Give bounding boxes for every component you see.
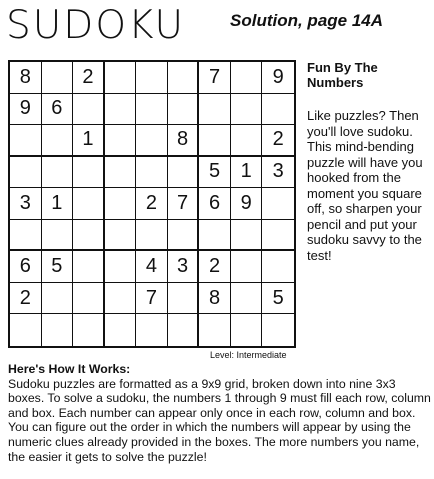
sudoku-cell[interactable]: 8	[10, 62, 42, 94]
sudoku-cell[interactable]: 3	[262, 157, 294, 189]
sudoku-cell[interactable]	[136, 157, 168, 189]
sudoku-cell[interactable]	[199, 125, 231, 157]
sudoku-cell[interactable]	[42, 283, 74, 315]
sidebar	[307, 60, 431, 263]
sudoku-cell[interactable]: 2	[136, 188, 168, 220]
sudoku-cell[interactable]	[42, 62, 74, 94]
sudoku-cell[interactable]	[262, 188, 294, 220]
sudoku-cell[interactable]	[136, 62, 168, 94]
sudoku-cell[interactable]	[168, 157, 200, 189]
sudoku-cell[interactable]: 2	[199, 251, 231, 283]
sudoku-cell[interactable]	[73, 188, 105, 220]
sudoku-cell[interactable]	[262, 251, 294, 283]
sudoku-cell[interactable]	[73, 251, 105, 283]
sudoku-cell[interactable]	[105, 251, 137, 283]
sudoku-cell[interactable]: 5	[262, 283, 294, 315]
sudoku-cell[interactable]: 7	[199, 62, 231, 94]
sudoku-cell[interactable]	[10, 157, 42, 189]
sudoku-cell[interactable]	[136, 220, 168, 252]
instructions-body: Sudoku puzzles are formatted as a 9x9 grid, broken down into nine 3x3 boxes. To solve a sudoku, the numbers 1 through 9 must fill each row, column and box. Each number can appear only once in each row, column and box. You can figure out the order in which the numbers will appear by using the numeric clues already provided in the boxes. The more numbers you name, the easier it gets to solve the puzzle!	[8, 376, 431, 464]
sudoku-cell[interactable]: 1	[231, 157, 263, 189]
sidebar-heading: Fun By The Numbers	[307, 60, 378, 90]
sudoku-cell[interactable]	[199, 94, 231, 126]
sudoku-cell[interactable]: 2	[73, 62, 105, 94]
sudoku-cell[interactable]: 8	[199, 283, 231, 315]
sudoku-cell[interactable]	[105, 283, 137, 315]
sudoku-cell[interactable]: 3	[168, 251, 200, 283]
instructions	[8, 362, 432, 464]
sudoku-cell[interactable]: 7	[168, 188, 200, 220]
sudoku-cell[interactable]	[199, 220, 231, 252]
sudoku-cell[interactable]	[231, 94, 263, 126]
sudoku-cell[interactable]	[105, 125, 137, 157]
sudoku-cell[interactable]	[136, 125, 168, 157]
sudoku-cell[interactable]: 1	[73, 125, 105, 157]
sudoku-cell[interactable]	[136, 314, 168, 346]
instructions-heading: Here's How It Works:	[8, 362, 131, 376]
sudoku-cell[interactable]: 3	[10, 188, 42, 220]
sudoku-cell[interactable]: 1	[42, 188, 74, 220]
sudoku-cell[interactable]	[168, 283, 200, 315]
sudoku-cell[interactable]	[10, 220, 42, 252]
sudoku-cell[interactable]: 6	[10, 251, 42, 283]
sudoku-cell[interactable]: 8	[168, 125, 200, 157]
sudoku-cell[interactable]	[10, 125, 42, 157]
sudoku-cell[interactable]	[168, 220, 200, 252]
sudoku-cell[interactable]	[262, 220, 294, 252]
sudoku-cell[interactable]	[105, 220, 137, 252]
sudoku-cell[interactable]	[262, 314, 294, 346]
sudoku-cell[interactable]	[73, 283, 105, 315]
sudoku-cell[interactable]	[73, 94, 105, 126]
sudoku-cell[interactable]	[10, 314, 42, 346]
sudoku-cell[interactable]	[262, 94, 294, 126]
solution-note: Solution, page 14A	[230, 11, 384, 30]
sudoku-cell[interactable]	[42, 314, 74, 346]
sudoku-cell[interactable]	[168, 94, 200, 126]
sudoku-cell[interactable]: 5	[42, 251, 74, 283]
sudoku-cell[interactable]	[168, 62, 200, 94]
sudoku-cell[interactable]: 2	[10, 283, 42, 315]
sudoku-cell[interactable]	[199, 314, 231, 346]
sudoku-cell[interactable]: 9	[262, 62, 294, 94]
sudoku-cell[interactable]	[105, 157, 137, 189]
sudoku-cell[interactable]: 2	[262, 125, 294, 157]
sudoku-cell[interactable]	[105, 188, 137, 220]
sudoku-cell[interactable]	[231, 251, 263, 283]
sudoku-cell[interactable]: 6	[199, 188, 231, 220]
sudoku-cell[interactable]: 4	[136, 251, 168, 283]
sudoku-cell[interactable]	[231, 125, 263, 157]
sudoku-cell[interactable]	[42, 157, 74, 189]
sudoku-cell[interactable]	[105, 62, 137, 94]
difficulty-level: Level: Intermediate	[210, 350, 287, 360]
sudoku-grid	[8, 60, 296, 348]
sudoku-cell[interactable]: 9	[231, 188, 263, 220]
sudoku-cell[interactable]	[168, 314, 200, 346]
sudoku-cell[interactable]: 5	[199, 157, 231, 189]
sudoku-cell[interactable]	[231, 283, 263, 315]
sudoku-cell[interactable]	[42, 220, 74, 252]
sudoku-cell[interactable]	[231, 220, 263, 252]
sudoku-cell[interactable]	[105, 94, 137, 126]
sudoku-cell[interactable]	[73, 314, 105, 346]
sudoku-cell[interactable]	[105, 314, 137, 346]
sudoku-cell[interactable]	[73, 157, 105, 189]
sudoku-cell[interactable]	[136, 94, 168, 126]
sudoku-cell[interactable]: 6	[42, 94, 74, 126]
sudoku-cell[interactable]	[42, 125, 74, 157]
puzzle-title: SUDOKU	[6, 3, 186, 48]
sidebar-body: Like puzzles? Then you'll love sudoku. This mind-bending puzzle will have you hooked from the moment you square off, so sharpen your pencil and put your sudoku savvy to the test!	[307, 108, 423, 263]
sudoku-cell[interactable]	[231, 314, 263, 346]
sudoku-cell[interactable]: 9	[10, 94, 42, 126]
sudoku-cell[interactable]: 7	[136, 283, 168, 315]
sudoku-cell[interactable]	[231, 62, 263, 94]
sudoku-cell[interactable]	[73, 220, 105, 252]
